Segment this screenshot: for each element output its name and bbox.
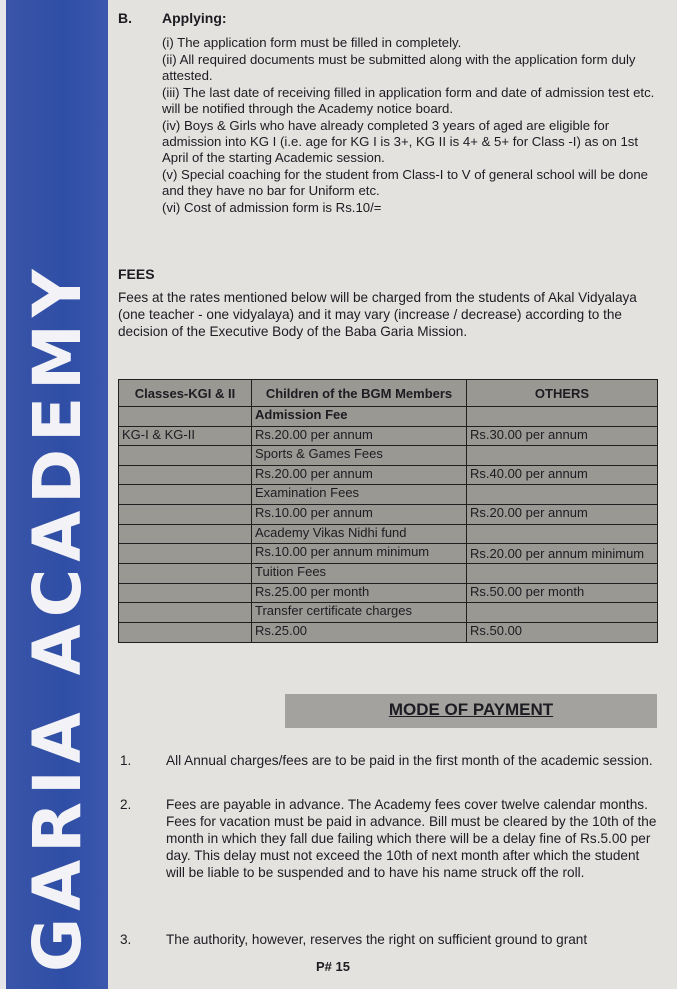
table-cell [119, 485, 252, 505]
table-cell [467, 564, 658, 584]
table-row [119, 504, 658, 524]
table-cell: Rs.10.00 per annum minimum [252, 544, 467, 564]
applying-item: (iv) Boys & Girls who have already completed 3 years of aged are eligible for admission into KG I (i.e. age for KG I is 3+, KG II is 4+ & 5+ for Class -I) as on 1st April of the starting Academic session. [162, 118, 639, 165]
table-cell: Transfer certificate charges [252, 603, 467, 623]
table-cell: Rs.30.00 per annum [467, 426, 658, 446]
table-row [119, 583, 658, 603]
table-cell [119, 583, 252, 603]
table-cell: Rs.20.00 per annum [252, 465, 467, 485]
table-row [119, 564, 658, 584]
page-number: P# 15 [316, 959, 350, 974]
table-cell: Sports & Games Fees [252, 446, 467, 466]
table-row [119, 544, 658, 564]
fees-table [118, 379, 658, 643]
table-row [119, 446, 658, 466]
column-header: OTHERS [467, 380, 658, 407]
payment-item-text: Fees are payable in advance. The Academy fees cover twelve calendar months. Fees for vacation must be paid in advance. Bill must be cleared by the 10th of the month in which they fall due failing which there will be a delay fine of Rs.5.00 per day. This delay must not exceed the 10th of next month after which the student will be liable to be suspended and to have his name struck off the roll. [166, 797, 657, 880]
table-row [119, 524, 658, 544]
table-row [119, 485, 658, 505]
table-row [119, 622, 658, 642]
table-cell [119, 564, 252, 584]
applying-list [162, 35, 660, 217]
table-cell: KG-I & KG-II [119, 426, 252, 446]
payment-item-text: The authority, however, reserves the right on sufficient ground to grant [166, 932, 588, 947]
table-cell: Rs.25.00 [252, 622, 467, 642]
table-cell [119, 524, 252, 544]
table-cell: Rs.50.00 per month [467, 583, 658, 603]
table-cell [119, 544, 252, 564]
table-cell [119, 603, 252, 623]
table-row [119, 465, 658, 485]
table-cell: Rs.20.00 per annum [252, 426, 467, 446]
applying-item: (iii) The last date of receiving filled in application form and date of admission test etc. will be notified through the Academy notice board. [162, 85, 655, 116]
payment-item-number: 3. [120, 932, 132, 947]
table-cell: Rs.10.00 per annum [252, 504, 467, 524]
table-cell: Rs.20.00 per annum [467, 504, 658, 524]
fees-description: Fees at the rates mentioned below will be charged from the students of Akal Vidyalaya (one teacher - one vidyalaya) and it may vary (increase / decrease) according to the decision of the Executive Body of the Baba Garia Mission. [118, 290, 637, 339]
table-cell [119, 407, 252, 427]
table-cell: Rs.50.00 [467, 622, 658, 642]
table-row [119, 426, 658, 446]
payment-item-number: 1. [120, 753, 132, 768]
table-cell: Academy Vikas Nidhi fund [252, 524, 467, 544]
table-cell [467, 446, 658, 466]
table-cell [467, 524, 658, 544]
table-cell [467, 407, 658, 427]
applying-item: (i) The application form must be filled in completely. [162, 35, 462, 50]
table-cell [119, 622, 252, 642]
section-letter: B. [118, 10, 132, 26]
applying-item: (v) Special coaching for the student from Class-I to V of general school will be done and they have no bar for Uniform etc. [162, 167, 648, 198]
fees-heading: FEES [118, 266, 155, 282]
column-header: Children of the BGM Members [252, 380, 467, 407]
table-cell: Tuition Fees [252, 564, 467, 584]
table-cell: Admission Fee [252, 407, 467, 427]
table-cell: Rs.40.00 per annum [467, 465, 658, 485]
table-cell: Rs.20.00 per annum minimum [467, 544, 658, 564]
table-cell [467, 485, 658, 505]
table-row [119, 603, 658, 623]
brand-vertical-text: GARIA ACADEMY [19, 262, 96, 972]
table-cell: Rs.25.00 per month [252, 583, 467, 603]
table-cell [119, 465, 252, 485]
table-header-row [119, 380, 658, 407]
table-cell: Examination Fees [252, 485, 467, 505]
payment-item-number: 2. [120, 797, 132, 812]
table-cell [119, 504, 252, 524]
section-title: Applying: [162, 10, 227, 26]
payment-item-text: All Annual charges/fees are to be paid in the first month of the academic session. [166, 753, 653, 768]
payment-title: MODE OF PAYMENT [388, 700, 554, 719]
table-cell [467, 603, 658, 623]
applying-item: (ii) All required documents must be submitted along with the application form duly attested. [162, 52, 636, 83]
sidebar-banner [0, 0, 108, 989]
payment-title-bar [285, 694, 657, 728]
applying-item: (vi) Cost of admission form is Rs.10/= [162, 200, 382, 215]
table-row [119, 407, 658, 427]
column-header: Classes-KGI & II [119, 380, 252, 407]
table-cell [119, 446, 252, 466]
